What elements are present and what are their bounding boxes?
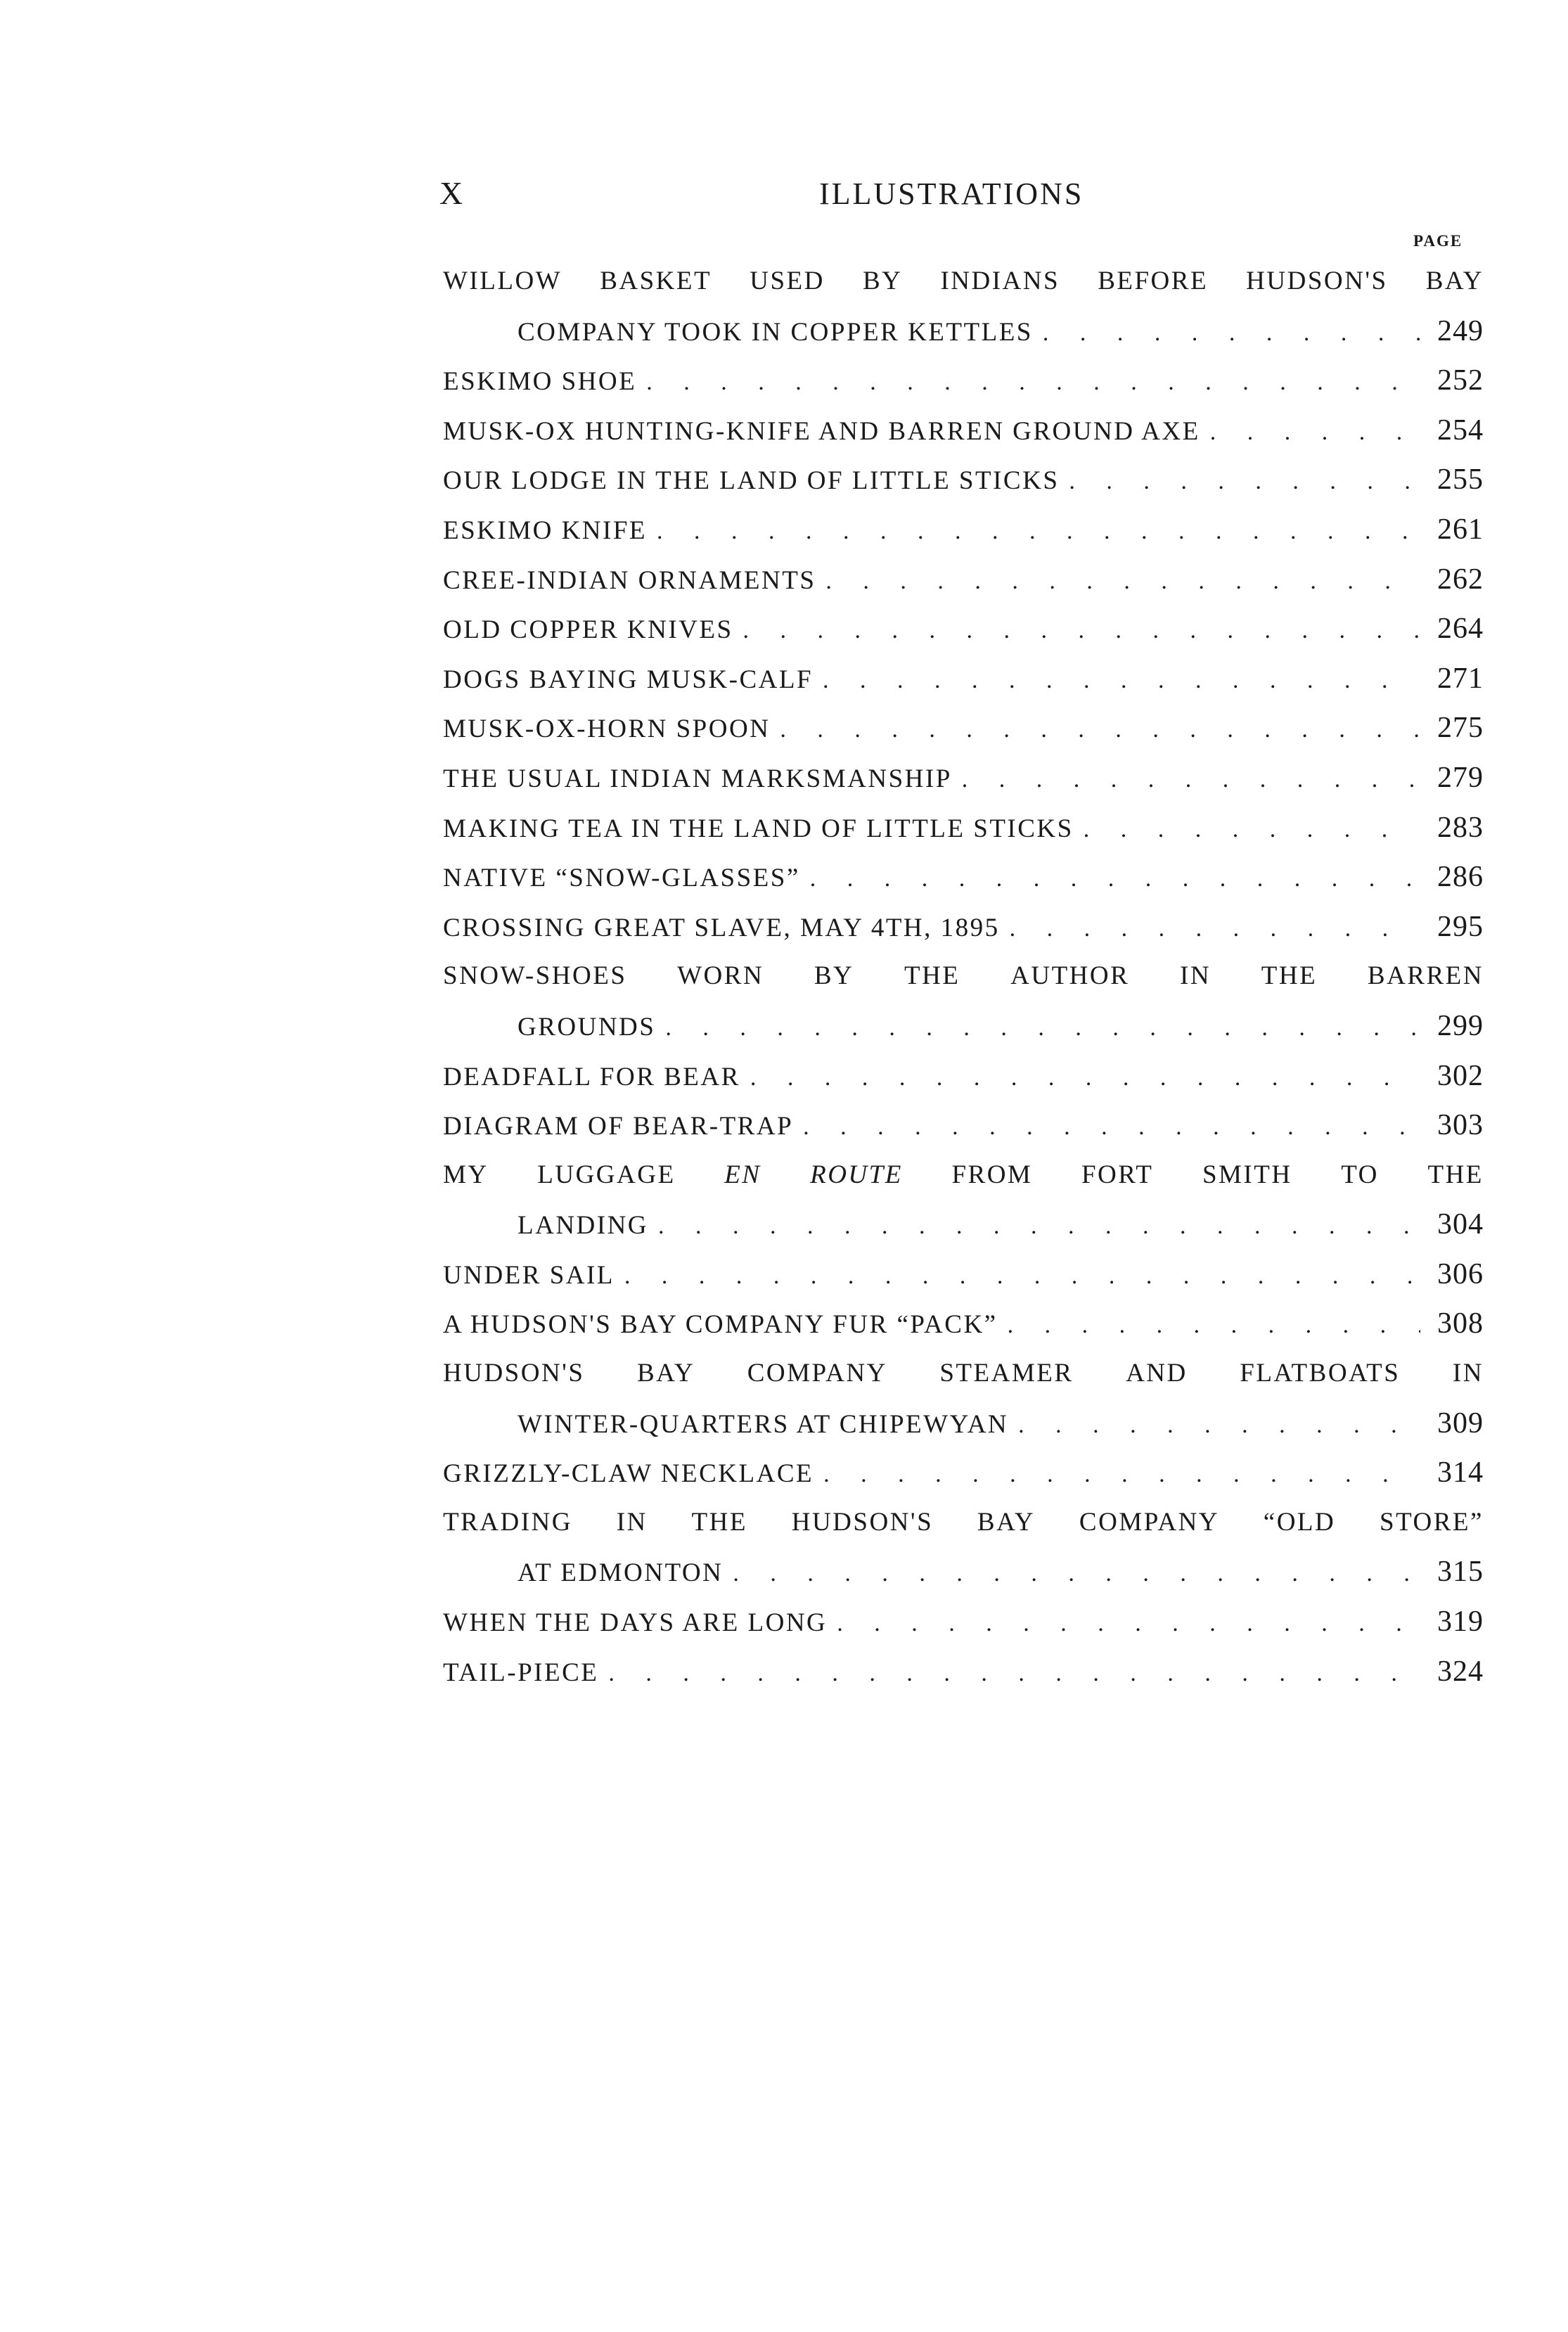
page-number: 308 [1437, 1307, 1484, 1340]
entry-word: HUDSON'S [443, 1359, 585, 1388]
entry-title: DIAGRAM OF BEAR-TRAP [443, 1112, 794, 1141]
dot-leader [814, 1450, 1420, 1500]
list-item [443, 654, 1484, 704]
entry-word: BY [862, 267, 903, 295]
entry-word: BAY [1425, 267, 1484, 295]
list-item [443, 902, 1484, 952]
entry-word: FORT [1081, 1160, 1154, 1189]
entry-title: MAKING TEA IN THE LAND OF LITTLE STICKS [443, 814, 1074, 843]
page-number: 249 [1437, 314, 1484, 347]
entry-word: SNOW-SHOES [443, 961, 627, 991]
list-item [443, 555, 1484, 605]
list-item-line [443, 1349, 1484, 1399]
entry-word: BY [814, 961, 854, 991]
page-number: 255 [1437, 463, 1484, 496]
list-item [443, 1399, 1484, 1449]
entry-word: LUGGAGE [537, 1160, 676, 1189]
list-item [443, 455, 1484, 505]
page-number: 306 [1437, 1257, 1484, 1290]
entry-word: USED [750, 267, 825, 295]
entry-title: AT EDMONTON [518, 1558, 724, 1588]
dot-leader [952, 755, 1420, 805]
entry-word: TO [1341, 1160, 1379, 1189]
list-item [443, 1200, 1484, 1250]
list-item [443, 604, 1484, 654]
entry-title: NATIVE “SNOW-GLASSES” [443, 864, 800, 893]
page-number: 261 [1437, 513, 1484, 546]
entry-title: LANDING [518, 1211, 649, 1241]
entry-word: BASKET [600, 267, 712, 295]
entry-word: WILLOW [443, 267, 563, 295]
entry-word: THE [1261, 961, 1318, 991]
entry-title: OUR LODGE IN THE LAND OF LITTLE STICKS [443, 466, 1060, 496]
list-item [443, 703, 1484, 753]
entry-word: IN [1452, 1359, 1484, 1388]
page-number: 302 [1437, 1059, 1484, 1092]
entry-title: COMPANY TOOK IN COPPER KETTLES [518, 317, 1033, 347]
entry-title: A HUDSON'S BAY COMPANY FUR “PACK” [443, 1310, 998, 1340]
dot-leader [998, 1301, 1420, 1351]
page-number: 315 [1437, 1556, 1484, 1589]
page-column-label: PAGE [1413, 232, 1463, 250]
page-number: 264 [1437, 613, 1484, 646]
entry-title: CREE-INDIAN ORNAMENTS [443, 565, 816, 595]
entry-word: THE [904, 961, 960, 991]
illustrations-list [443, 257, 1484, 1696]
entry-word: INDIANS [940, 267, 1060, 295]
list-item [443, 1051, 1484, 1101]
page-number: 314 [1437, 1456, 1484, 1489]
page-number: 275 [1437, 712, 1484, 745]
entry-word: AUTHOR [1010, 961, 1130, 991]
page-number: 324 [1437, 1655, 1484, 1688]
entry-word: “OLD [1263, 1507, 1336, 1537]
entry-title: WINTER-QUARTERS AT CHIPEWYAN [518, 1409, 1009, 1439]
dot-leader [1200, 408, 1420, 458]
entry-title: MUSK-OX-HORN SPOON [443, 715, 771, 744]
page-number: 286 [1437, 861, 1484, 894]
entry-title: WHEN THE DAYS ARE LONG [443, 1608, 828, 1638]
list-item [443, 406, 1484, 456]
entry-word: EN [724, 1160, 761, 1189]
page-folio: X [439, 175, 465, 211]
page-number: 252 [1437, 364, 1484, 397]
entry-title: ESKIMO SHOE [443, 367, 637, 397]
list-item [443, 803, 1484, 853]
dot-leader [1074, 805, 1420, 855]
entry-title: TAIL-PIECE [443, 1658, 599, 1687]
page-number: 271 [1437, 662, 1484, 695]
dot-leader [648, 1202, 1420, 1252]
entry-word: IN [616, 1507, 648, 1537]
entry-word: SMITH [1202, 1160, 1292, 1189]
list-item-line [443, 952, 1484, 1001]
list-item-line [443, 1498, 1484, 1548]
entry-title: DEADFALL FOR BEAR [443, 1062, 740, 1091]
page-number: 319 [1437, 1606, 1484, 1639]
entry-word: COMPANY [747, 1359, 887, 1388]
entry-title: CROSSING GREAT SLAVE, MAY 4TH, 1895 [443, 913, 1000, 942]
entry-title [443, 1349, 1484, 1399]
entry-title: GRIZZLY-CLAW NECKLACE [443, 1459, 814, 1489]
page-number: 262 [1437, 563, 1484, 596]
entry-word: STEAMER [939, 1359, 1074, 1388]
entry-word: BAY [977, 1507, 1036, 1537]
dot-leader [655, 1004, 1420, 1053]
entry-title: DOGS BAYING MUSK-CALF [443, 665, 814, 694]
entry-word: THE [1427, 1160, 1484, 1189]
list-item [443, 1101, 1484, 1151]
dot-leader [800, 854, 1420, 904]
page-number: 254 [1437, 414, 1484, 447]
list-item [443, 852, 1484, 902]
entry-word: HUDSON'S [1246, 267, 1388, 295]
dot-leader [1033, 309, 1420, 359]
dot-leader [813, 656, 1420, 706]
entry-title [443, 257, 1484, 307]
page-number: 299 [1437, 1009, 1484, 1042]
entry-word: FLATBOATS [1240, 1359, 1401, 1388]
page-number: 303 [1437, 1109, 1484, 1142]
entry-title: ESKIMO KNIFE [443, 515, 648, 545]
dot-leader [770, 705, 1420, 755]
page-number: 283 [1437, 811, 1484, 844]
list-item [443, 356, 1484, 406]
list-item-line [443, 1151, 1484, 1200]
dot-leader [615, 1252, 1420, 1302]
entry-title: THE USUAL INDIAN MARKSMANSHIP [443, 764, 952, 793]
entry-word: FROM [951, 1160, 1033, 1189]
dot-leader [816, 557, 1420, 607]
entry-word: BARREN [1367, 961, 1484, 991]
entry-title: UNDER SAIL [443, 1260, 615, 1290]
list-item [443, 1597, 1484, 1647]
dot-leader [1000, 904, 1420, 954]
dot-leader [1008, 1401, 1420, 1451]
dot-leader [636, 358, 1420, 408]
page-number: 309 [1437, 1407, 1484, 1440]
entry-word: MY [443, 1160, 489, 1189]
list-item [443, 505, 1484, 555]
dot-leader [723, 1549, 1420, 1599]
page-number: 304 [1437, 1208, 1484, 1241]
dot-leader [598, 1649, 1420, 1699]
entry-title [443, 1151, 1484, 1200]
entry-word: BAY [636, 1359, 695, 1388]
dot-leader [647, 507, 1420, 557]
entry-title: OLD COPPER KNIVES [443, 615, 733, 645]
page-number: 279 [1437, 761, 1484, 794]
list-item [443, 1250, 1484, 1300]
dot-leader [827, 1599, 1420, 1649]
entry-word: ROUTE [810, 1160, 903, 1189]
entry-word: BEFORE [1098, 267, 1209, 295]
list-item-line [443, 257, 1484, 307]
page-number: 295 [1437, 910, 1484, 943]
list-item [443, 307, 1484, 357]
list-item [443, 1647, 1484, 1697]
dot-leader [740, 1053, 1420, 1103]
dot-leader [1059, 457, 1420, 507]
entry-word: IN [1180, 961, 1212, 991]
entry-word: AND [1126, 1359, 1188, 1388]
entry-word: STORE” [1380, 1507, 1484, 1537]
entry-title: MUSK-OX HUNTING-KNIFE AND BARREN GROUND AXE [443, 416, 1200, 446]
entry-word: WORN [677, 961, 764, 991]
dot-leader [793, 1103, 1420, 1153]
entry-word: THE [691, 1507, 747, 1537]
list-item [443, 753, 1484, 803]
list-item [443, 1299, 1484, 1349]
entry-title [443, 1498, 1484, 1548]
entry-word: TRADING [443, 1507, 572, 1537]
entry-title [443, 952, 1484, 1001]
running-head: ILLUSTRATIONS [819, 177, 1084, 211]
list-item [443, 1001, 1484, 1051]
entry-word: HUDSON'S [791, 1507, 934, 1537]
list-item [443, 1448, 1484, 1498]
dot-leader [733, 606, 1420, 656]
list-item [443, 1547, 1484, 1597]
entry-word: COMPANY [1079, 1507, 1220, 1537]
entry-title: GROUNDS [518, 1012, 656, 1042]
